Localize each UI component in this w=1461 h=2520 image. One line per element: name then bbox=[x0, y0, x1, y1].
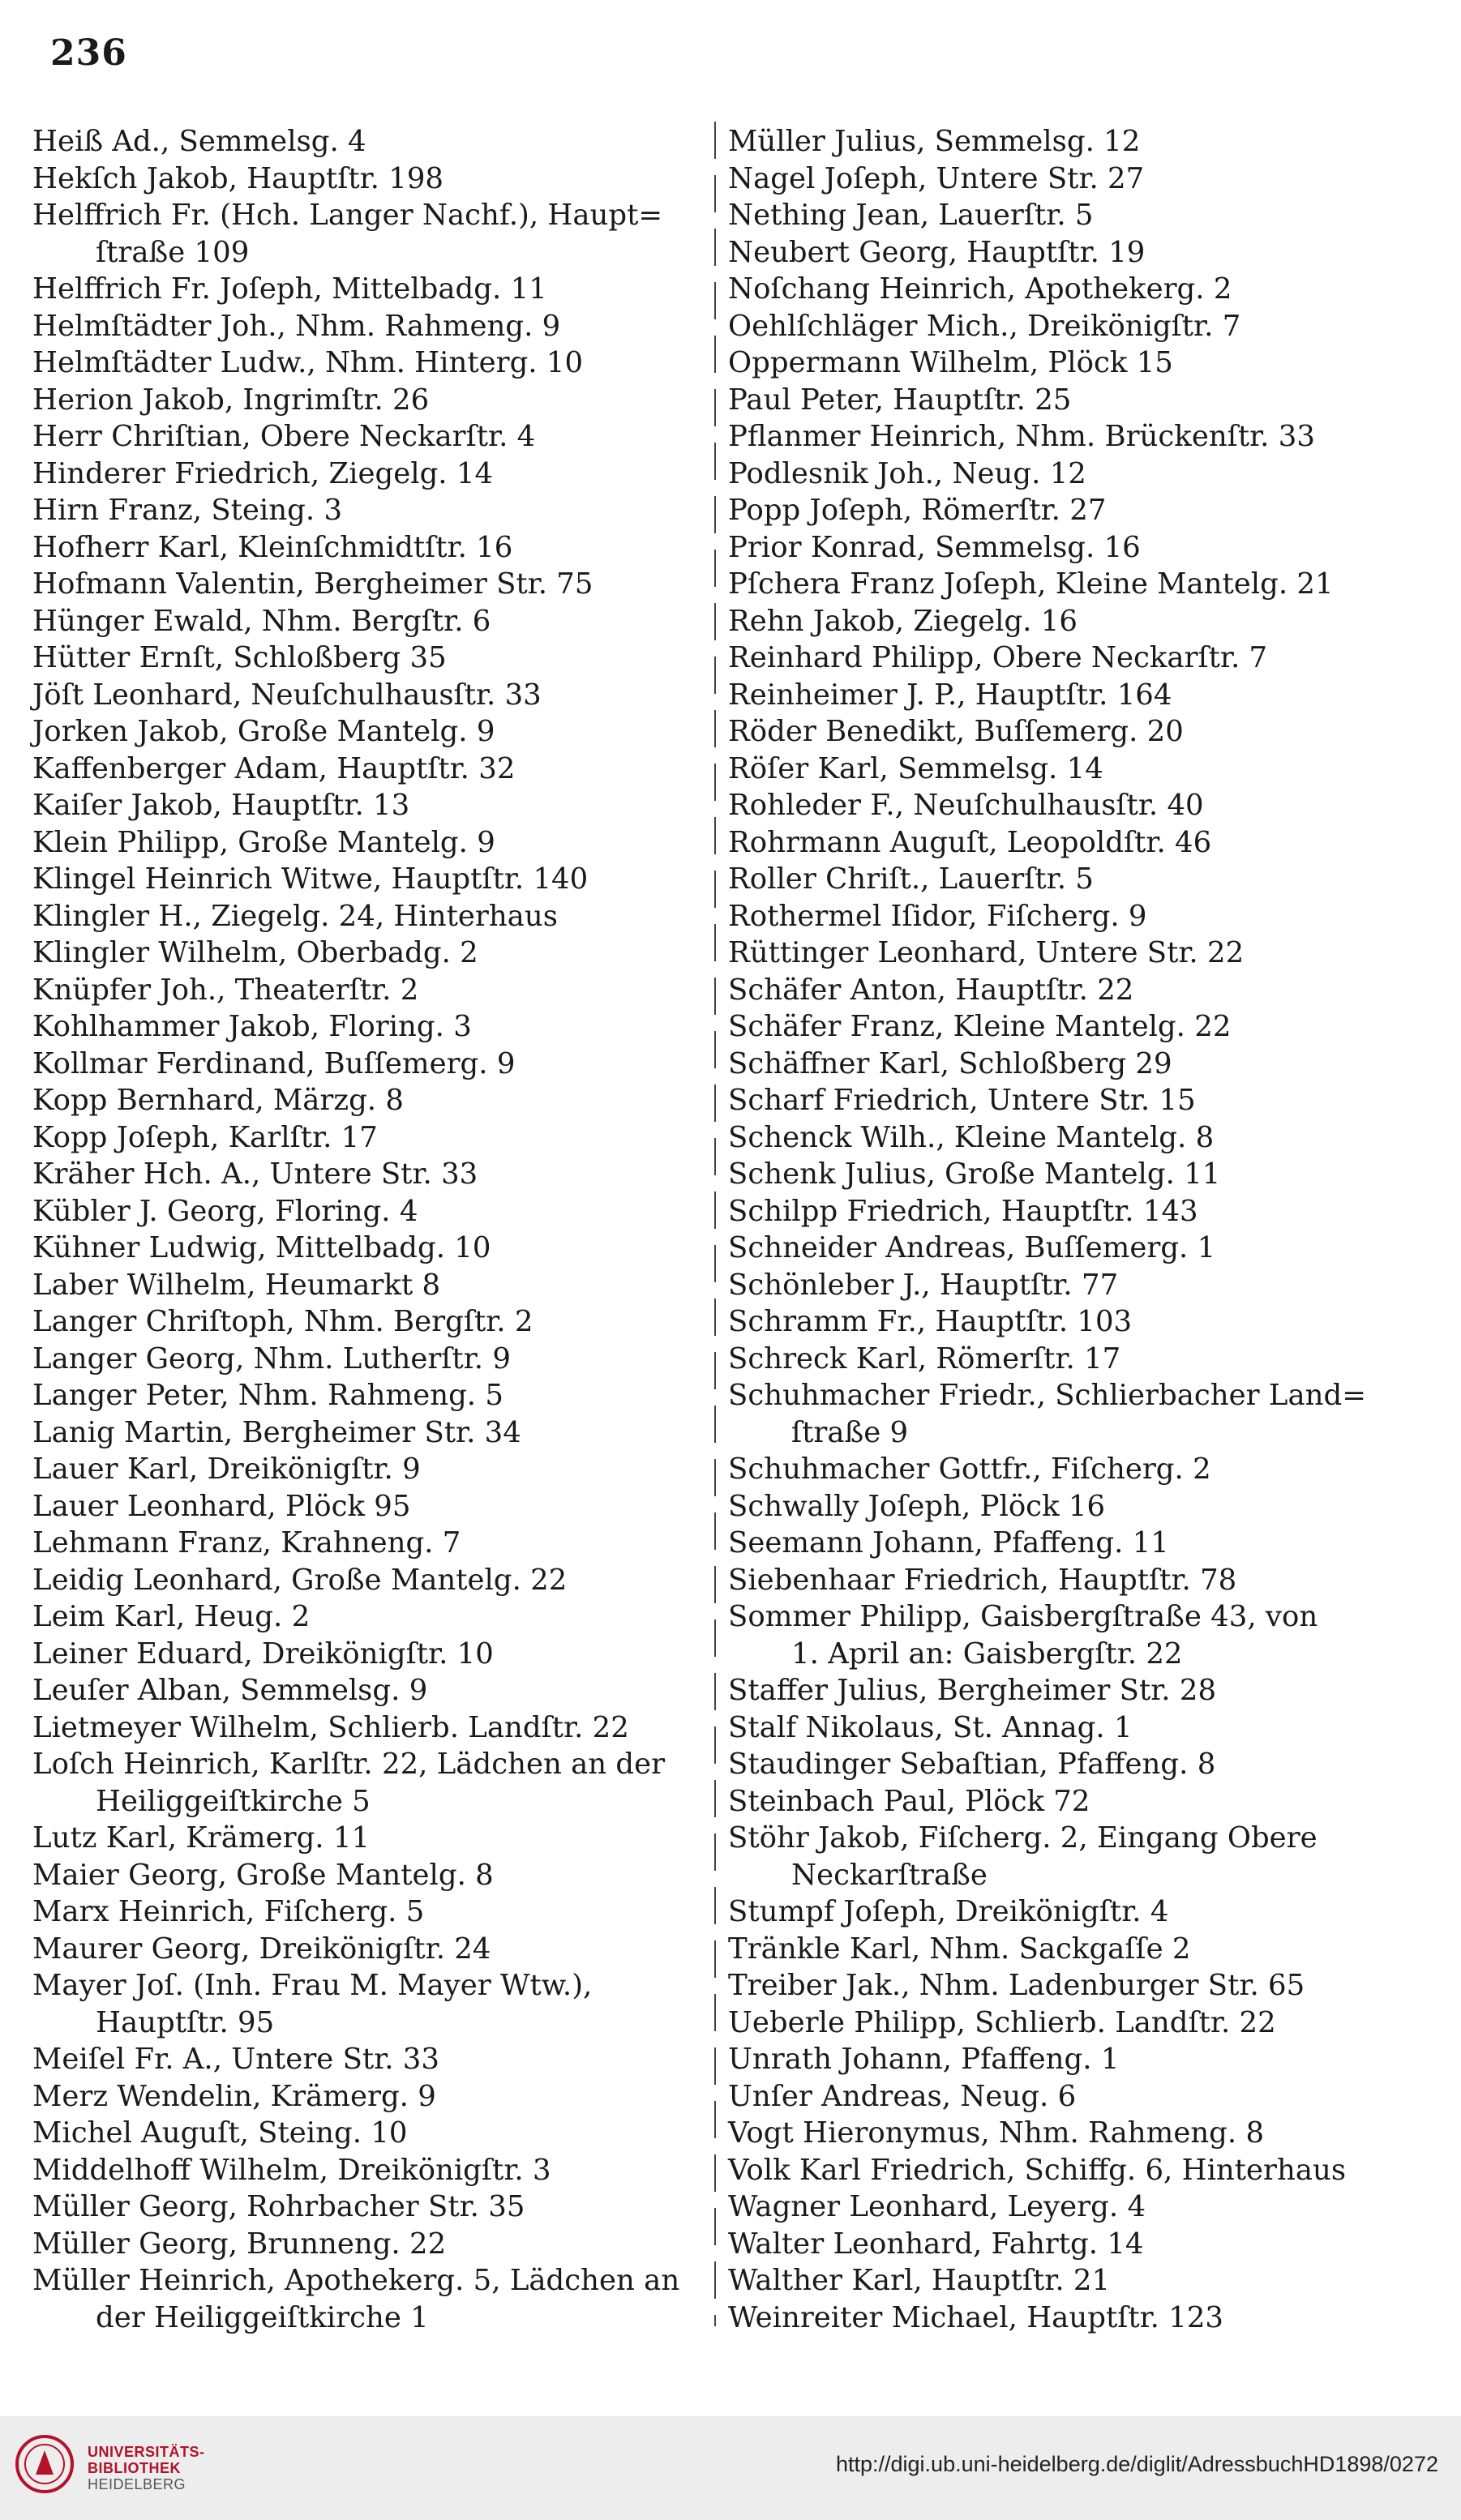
entry-text: Schreck Karl, Römerſtr. 17 bbox=[728, 1341, 1121, 1376]
directory-entry bbox=[32, 1008, 697, 1046]
entry-text: Mayer Joſ. (Inh. Frau M. Mayer Wtw.), bbox=[32, 1969, 593, 2002]
entry-text: Heiß Ad., Semmelsg. 4 bbox=[32, 125, 366, 158]
directory-entry bbox=[32, 1746, 697, 1820]
directory-entry bbox=[32, 1451, 697, 1488]
directory-entry bbox=[32, 1303, 697, 1341]
directory-entry bbox=[728, 344, 1401, 382]
entry-text: Leidig Leonhard, Große Mantelg. 22 bbox=[32, 1563, 568, 1597]
directory-entry bbox=[728, 1267, 1401, 1304]
directory-entry bbox=[32, 1931, 697, 1968]
entry-text: Hütter Ernſt, Schloßberg 35 bbox=[32, 641, 447, 674]
column-divider bbox=[714, 122, 716, 2326]
entry-text: Merz Wendelin, Krämerg. 9 bbox=[32, 2079, 436, 2113]
directory-entry bbox=[32, 1967, 697, 2041]
entry-text: Schwally Joſeph, Plöck 16 bbox=[728, 1489, 1106, 1523]
footer-bar bbox=[0, 2416, 1461, 2520]
directory-entry bbox=[32, 1672, 697, 1709]
directory-entry bbox=[728, 861, 1401, 898]
directory-entry bbox=[728, 1008, 1401, 1046]
directory-entry bbox=[32, 160, 697, 198]
entry-text: Jorken Jakob, Große Mantelg. 9 bbox=[32, 715, 495, 748]
entry-text: Unſer Andreas, Neug. 6 bbox=[728, 2079, 1077, 2113]
entry-text: Paul Peter, Hauptſtr. 25 bbox=[728, 383, 1072, 417]
entry-continuation: der Heiliggeiſtkirche 1 bbox=[96, 2300, 429, 2334]
directory-entry bbox=[728, 787, 1401, 824]
entry-text: Wagner Leonhard, Leyerg. 4 bbox=[728, 2190, 1146, 2223]
directory-entry bbox=[728, 1893, 1401, 1931]
entry-text: Stöhr Jakob, Fiſcherg. 2, Eingang Obere bbox=[728, 1821, 1317, 1855]
entry-text: Leuſer Alban, Semmelsg. 9 bbox=[32, 1674, 428, 1707]
entry-text: Herion Jakob, Ingrimſtr. 26 bbox=[32, 383, 430, 417]
entry-text: Oppermann Wilhelm, Plöck 15 bbox=[728, 346, 1173, 379]
directory-entry bbox=[728, 898, 1401, 935]
directory-entry bbox=[32, 861, 697, 898]
right-column bbox=[728, 123, 1401, 2336]
directory-entry bbox=[32, 787, 697, 824]
entry-continuation: ſtraße 9 bbox=[791, 1415, 909, 1449]
entry-text: Kohlhammer Jakob, Floring. 3 bbox=[32, 1010, 472, 1043]
directory-entry bbox=[32, 1082, 697, 1119]
entry-text: Kühner Ludwig, Mittelbadg. 10 bbox=[32, 1231, 491, 1264]
entry-continuation: ſtraße 109 bbox=[96, 235, 250, 269]
entry-text: Rohleder F., Neuſchulhausſtr. 40 bbox=[728, 789, 1204, 822]
entry-text: Müller Heinrich, Apothekerg. 5, Lädchen an bbox=[32, 2264, 680, 2297]
directory-entry bbox=[728, 492, 1401, 529]
entry-text: Podlesnik Joh., Neug. 12 bbox=[728, 456, 1086, 490]
directory-entry bbox=[32, 2226, 697, 2263]
directory-entry bbox=[32, 1709, 697, 1747]
entry-text: Noſchang Heinrich, Apothekerg. 2 bbox=[728, 272, 1232, 306]
entry-text: Langer Georg, Nhm. Lutherſtr. 9 bbox=[32, 1341, 511, 1376]
directory-entry bbox=[728, 1156, 1401, 1193]
directory-entry bbox=[728, 2004, 1401, 2042]
directory-entry bbox=[728, 271, 1401, 308]
entry-text: Rohrmann Auguſt, Leopoldſtr. 46 bbox=[728, 825, 1212, 859]
entry-text: Vogt Hieronymus, Nhm. Rahmeng. 8 bbox=[728, 2116, 1265, 2150]
entry-text: Kübler J. Georg, Floring. 4 bbox=[32, 1194, 418, 1228]
entry-text: Weinreiter Michael, Hauptſtr. 123 bbox=[728, 2300, 1224, 2334]
directory-entry bbox=[728, 603, 1401, 640]
entry-text: Tränkle Karl, Nhm. Sackgaſſe 2 bbox=[728, 1932, 1191, 1966]
entry-text: Seemann Johann, Pfaffeng. 11 bbox=[728, 1526, 1169, 1559]
directory-entry bbox=[728, 1341, 1401, 1378]
entry-text: Popp Joſeph, Römerſtr. 27 bbox=[728, 494, 1107, 527]
directory-entry bbox=[728, 1709, 1401, 1747]
directory-entry bbox=[32, 529, 697, 567]
directory-entry bbox=[32, 456, 697, 493]
entry-continuation: Hauptſtr. 95 bbox=[96, 2005, 275, 2039]
directory-entry bbox=[728, 640, 1401, 677]
entry-text: Maurer Georg, Dreikönigſtr. 24 bbox=[32, 1932, 491, 1966]
directory-entry bbox=[728, 1230, 1401, 1267]
entry-text: Schneider Andreas, Buſſemerg. 1 bbox=[728, 1231, 1216, 1264]
directory-entry bbox=[728, 382, 1401, 419]
directory-entry bbox=[728, 972, 1401, 1009]
directory-entry bbox=[32, 1414, 697, 1452]
directory-entry bbox=[32, 418, 697, 456]
entry-text: Rüttinger Leonhard, Untere Str. 22 bbox=[728, 936, 1245, 969]
directory-entry bbox=[32, 344, 697, 382]
entry-text: Hünger Ewald, Nhm. Bergſtr. 6 bbox=[32, 604, 491, 638]
directory-entry bbox=[32, 2078, 697, 2116]
entry-text: Klein Philipp, Große Mantelg. 9 bbox=[32, 825, 495, 859]
entry-text: Nething Jean, Lauerſtr. 5 bbox=[728, 199, 1094, 232]
directory-entry bbox=[728, 1046, 1401, 1083]
entry-text: Meiſel Fr. A., Untere Str. 33 bbox=[32, 2043, 439, 2076]
entry-text: Michel Auguſt, Steing. 10 bbox=[32, 2116, 408, 2150]
directory-entry bbox=[728, 2115, 1401, 2152]
entry-text: Langer Chriſtoph, Nhm. Bergſtr. 2 bbox=[32, 1305, 533, 1338]
directory-entry bbox=[728, 1967, 1401, 2004]
directory-entry bbox=[728, 2041, 1401, 2078]
directory-entry bbox=[728, 2262, 1401, 2300]
entry-text: Schenck Wilh., Kleine Mantelg. 8 bbox=[728, 1120, 1215, 1154]
directory-entry bbox=[32, 1562, 697, 1599]
entry-text: Staudinger Sebaſtian, Pfaffeng. 8 bbox=[728, 1748, 1216, 1781]
university-seal-icon bbox=[15, 2434, 75, 2494]
entry-text: Laber Wilhelm, Heumarkt 8 bbox=[32, 1268, 441, 1302]
entry-text: Kopp Joſeph, Karlſtr. 17 bbox=[32, 1120, 378, 1154]
entry-text: Klingler H., Ziegelg. 24, Hinterhaus bbox=[32, 899, 558, 933]
directory-entry bbox=[728, 1562, 1401, 1599]
entry-text: Klingler Wilhelm, Oberbadg. 2 bbox=[32, 936, 478, 969]
directory-entry bbox=[728, 1931, 1401, 1968]
directory-entry bbox=[32, 677, 697, 714]
directory-entry bbox=[728, 713, 1401, 751]
entry-text: Müller Georg, Brunneng. 22 bbox=[32, 2227, 447, 2261]
directory-entry bbox=[728, 1746, 1401, 1783]
directory-entry bbox=[728, 824, 1401, 862]
directory-entry bbox=[728, 1377, 1401, 1451]
directory-entry bbox=[32, 382, 697, 419]
entry-text: Lutz Karl, Krämerg. 11 bbox=[32, 1821, 371, 1855]
entry-text: Sommer Philipp, Gaisbergſtraße 43, von bbox=[728, 1600, 1318, 1633]
directory-entry bbox=[32, 2041, 697, 2078]
entry-text: Volk Karl Friedrich, Schiffg. 6, Hinterhaus bbox=[728, 2153, 1347, 2187]
directory-entry bbox=[32, 308, 697, 345]
entry-text: Pſchera Franz Joſeph, Kleine Mantelg. 21 bbox=[728, 567, 1334, 601]
directory-entry bbox=[32, 824, 697, 862]
directory-entry bbox=[728, 1193, 1401, 1230]
entry-text: Walther Karl, Hauptſtr. 21 bbox=[728, 2264, 1111, 2297]
directory-entry bbox=[728, 751, 1401, 788]
directory-entry bbox=[32, 1893, 697, 1931]
entry-text: Jöſt Leonhard, Neuſchulhausſtr. 33 bbox=[32, 678, 542, 712]
entry-text: Helffrich Fr. (Hch. Langer Nachf.), Haupt= bbox=[32, 199, 663, 232]
directory-entry bbox=[728, 677, 1401, 714]
directory-entry bbox=[728, 456, 1401, 493]
entry-text: Loſch Heinrich, Karlſtr. 22, Lädchen an der bbox=[32, 1748, 666, 1781]
directory-entry bbox=[728, 2300, 1401, 2337]
directory-entry bbox=[32, 1820, 697, 1857]
directory-entry bbox=[728, 160, 1401, 198]
entry-text: Steinbach Paul, Plöck 72 bbox=[728, 1784, 1090, 1818]
directory-entry bbox=[32, 603, 697, 640]
entry-text: Knüpfer Joh., Theaterſtr. 2 bbox=[32, 973, 419, 1007]
directory-entry bbox=[32, 566, 697, 603]
entry-text: Lanig Martin, Bergheimer Str. 34 bbox=[32, 1415, 521, 1449]
directory-entry bbox=[32, 1230, 697, 1267]
entry-text: Schäffner Karl, Schloßberg 29 bbox=[728, 1046, 1172, 1080]
directory-entry bbox=[32, 271, 697, 308]
entry-text: Langer Peter, Nhm. Rahmeng. 5 bbox=[32, 1379, 503, 1412]
entry-text: Reinheimer J. P., Hauptſtr. 164 bbox=[728, 678, 1172, 712]
entry-text: Helmſtädter Joh., Nhm. Rahmeng. 9 bbox=[32, 309, 561, 343]
entry-text: Schönleber J., Hauptſtr. 77 bbox=[728, 1268, 1119, 1302]
entry-text: Helmſtädter Ludw., Nhm. Hinterg. 10 bbox=[32, 346, 584, 379]
entry-text: Pflanmer Heinrich, Nhm. Brückenſtr. 33 bbox=[728, 420, 1315, 453]
entry-continuation: Heiliggeiſtkirche 5 bbox=[96, 1784, 371, 1818]
entry-text: Kopp Bernhard, Märzg. 8 bbox=[32, 1084, 404, 1117]
directory-entry bbox=[728, 1598, 1401, 1672]
entry-text: Lietmeyer Wilhelm, Schlierb. Landſtr. 22 bbox=[32, 1710, 629, 1744]
entry-text: Schuhmacher Gottfr., Fiſcherg. 2 bbox=[728, 1453, 1211, 1486]
directory-entry bbox=[32, 2262, 697, 2336]
page-number: 236 bbox=[50, 32, 127, 74]
directory-entry bbox=[32, 1857, 697, 1894]
directory-entry bbox=[32, 492, 697, 529]
directory-entry bbox=[728, 2078, 1401, 2116]
entry-text: Lauer Karl, Dreikönigſtr. 9 bbox=[32, 1453, 421, 1486]
directory-entry bbox=[32, 713, 697, 751]
directory-entry bbox=[728, 935, 1401, 972]
entry-text: Roller Chriſt., Lauerſtr. 5 bbox=[728, 862, 1094, 896]
directory-entry bbox=[728, 2152, 1401, 2189]
directory-entry bbox=[728, 234, 1401, 272]
directory-entry bbox=[728, 1451, 1401, 1488]
entry-text: Kollmar Ferdinand, Buſſemerg. 9 bbox=[32, 1046, 516, 1080]
entry-text: Kaffenberger Adam, Hauptſtr. 32 bbox=[32, 751, 516, 785]
directory-entry bbox=[728, 1820, 1401, 1893]
directory-entry bbox=[728, 1783, 1401, 1820]
entry-text: Stalf Nikolaus, St. Annag. 1 bbox=[728, 1710, 1133, 1744]
entry-text: Hirn Franz, Steing. 3 bbox=[32, 494, 343, 527]
entry-text: Kaiſer Jakob, Hauptſtr. 13 bbox=[32, 789, 410, 822]
entry-text: Lehmann Franz, Krahneng. 7 bbox=[32, 1526, 461, 1559]
directory-entry bbox=[32, 1156, 697, 1193]
entry-text: Schenk Julius, Große Mantelg. 11 bbox=[728, 1157, 1221, 1191]
entry-text: Lauer Leonhard, Plöck 95 bbox=[32, 1489, 411, 1523]
entry-text: Kräher Hch. A., Untere Str. 33 bbox=[32, 1157, 478, 1191]
directory-entry bbox=[32, 640, 697, 677]
directory-entry bbox=[32, 1193, 697, 1230]
entry-text: Leiner Eduard, Dreikönigſtr. 10 bbox=[32, 1637, 494, 1671]
entry-text: Helffrich Fr. Joſeph, Mittelbadg. 11 bbox=[32, 272, 547, 306]
directory-entry bbox=[728, 2188, 1401, 2226]
directory-entry bbox=[32, 123, 697, 160]
directory-entry bbox=[32, 1598, 697, 1636]
entry-continuation: Neckarſtraße bbox=[791, 1858, 988, 1892]
entry-continuation: 1. April an: Gaisbergſtr. 22 bbox=[791, 1637, 1183, 1671]
directory-entry bbox=[32, 751, 697, 788]
entry-text: Schramm Fr., Hauptſtr. 103 bbox=[728, 1305, 1133, 1338]
entry-text: Reinhard Philipp, Obere Neckarſtr. 7 bbox=[728, 641, 1268, 674]
library-name-line: BIBLIOTHEK bbox=[88, 2460, 181, 2476]
directory-entry bbox=[728, 123, 1401, 160]
entry-text: Staffer Julius, Bergheimer Str. 28 bbox=[728, 1674, 1217, 1707]
directory-entry bbox=[32, 972, 697, 1009]
directory-entry bbox=[728, 1119, 1401, 1157]
entry-text: Treiber Jak., Nhm. Ladenburger Str. 65 bbox=[728, 1969, 1305, 2002]
entry-text: Schäfer Franz, Kleine Mantelg. 22 bbox=[728, 1010, 1232, 1043]
entry-text: Klingel Heinrich Witwe, Hauptſtr. 140 bbox=[32, 862, 589, 896]
entry-text: Röder Benedikt, Buſſemerg. 20 bbox=[728, 715, 1184, 748]
entry-text: Rothermel Iſidor, Fiſcherg. 9 bbox=[728, 899, 1147, 933]
directory-entry bbox=[728, 1303, 1401, 1341]
directory-entry bbox=[728, 1082, 1401, 1119]
directory-entry bbox=[728, 2226, 1401, 2263]
library-name-line: UNIVERSITÄTS- bbox=[88, 2444, 205, 2460]
entry-text: Middelhoff Wilhelm, Dreikönigſtr. 3 bbox=[32, 2153, 551, 2187]
entry-text: Nagel Joſeph, Untere Str. 27 bbox=[728, 161, 1145, 195]
directory-entry bbox=[32, 197, 697, 271]
entry-text: Scharf Friedrich, Untere Str. 15 bbox=[728, 1084, 1196, 1117]
entry-text: Hinderer Friedrich, Ziegelg. 14 bbox=[32, 456, 494, 490]
entry-text: Röſer Karl, Semmelsg. 14 bbox=[728, 751, 1103, 785]
entry-text: Unrath Johann, Pfaffeng. 1 bbox=[728, 2043, 1120, 2076]
entry-text: Müller Georg, Rohrbacher Str. 35 bbox=[32, 2190, 525, 2223]
entry-text: Prior Konrad, Semmelsg. 16 bbox=[728, 530, 1141, 564]
source-url-link[interactable]: http://digi.ub.uni-heidelberg.de/diglit/AdressbuchHD1898/0272 bbox=[835, 2452, 1438, 2476]
entry-text: Herr Chriſtian, Obere Neckarſtr. 4 bbox=[32, 420, 536, 453]
directory-entry bbox=[728, 197, 1401, 234]
directory-entry bbox=[728, 1525, 1401, 1562]
library-name-line: HEIDELBERG bbox=[88, 2476, 186, 2492]
directory-entry bbox=[32, 1267, 697, 1304]
entry-text: Stumpf Joſeph, Dreikönigſtr. 4 bbox=[728, 1895, 1169, 1928]
directory-entry bbox=[728, 1672, 1401, 1709]
entry-text: Schäfer Anton, Hauptſtr. 22 bbox=[728, 973, 1134, 1007]
directory-entry bbox=[728, 566, 1401, 603]
entry-text: Marx Heinrich, Fiſcherg. 5 bbox=[32, 1895, 425, 1928]
entry-text: Müller Julius, Semmelsg. 12 bbox=[728, 125, 1141, 158]
directory-entry bbox=[32, 1525, 697, 1562]
directory-entry bbox=[32, 1046, 697, 1083]
directory-entry bbox=[728, 308, 1401, 345]
directory-entry bbox=[728, 418, 1401, 456]
directory-entry bbox=[728, 1488, 1401, 1525]
entry-text: Oehlſchläger Mich., Dreikönigſtr. 7 bbox=[728, 309, 1241, 343]
directory-entry bbox=[32, 1377, 697, 1414]
directory-entry bbox=[32, 1488, 697, 1525]
directory-entry bbox=[32, 2115, 697, 2152]
directory-entry bbox=[32, 1119, 697, 1157]
entry-text: Walter Leonhard, Fahrtg. 14 bbox=[728, 2227, 1144, 2261]
entry-text: Neubert Georg, Hauptſtr. 19 bbox=[728, 235, 1146, 269]
entry-text: Leim Karl, Heug. 2 bbox=[32, 1600, 311, 1633]
directory-entry bbox=[32, 2152, 697, 2189]
directory-entry bbox=[728, 529, 1401, 567]
directory-entry bbox=[32, 2188, 697, 2226]
entry-text: Schuhmacher Friedr., Schlierbacher Land= bbox=[728, 1379, 1366, 1412]
entry-text: Ueberle Philipp, Schlierb. Landſtr. 22 bbox=[728, 2005, 1276, 2039]
entry-text: Schilpp Friedrich, Hauptſtr. 143 bbox=[728, 1194, 1198, 1228]
directory-entry bbox=[32, 1636, 697, 1673]
directory-entry bbox=[32, 935, 697, 972]
entry-text: Rehn Jakob, Ziegelg. 16 bbox=[728, 604, 1078, 638]
directory-entry bbox=[32, 1341, 697, 1378]
directory-entry bbox=[32, 898, 697, 935]
left-column bbox=[32, 123, 697, 2336]
entry-text: Hekſch Jakob, Hauptſtr. 198 bbox=[32, 161, 444, 195]
entry-text: Hofmann Valentin, Bergheimer Str. 75 bbox=[32, 567, 593, 601]
entry-text: Maier Georg, Große Mantelg. 8 bbox=[32, 1858, 494, 1892]
library-name bbox=[88, 2444, 205, 2492]
entry-text: Hofherr Karl, Kleinſchmidtſtr. 16 bbox=[32, 530, 513, 564]
entry-text: Siebenhaar Friedrich, Hauptſtr. 78 bbox=[728, 1563, 1237, 1597]
